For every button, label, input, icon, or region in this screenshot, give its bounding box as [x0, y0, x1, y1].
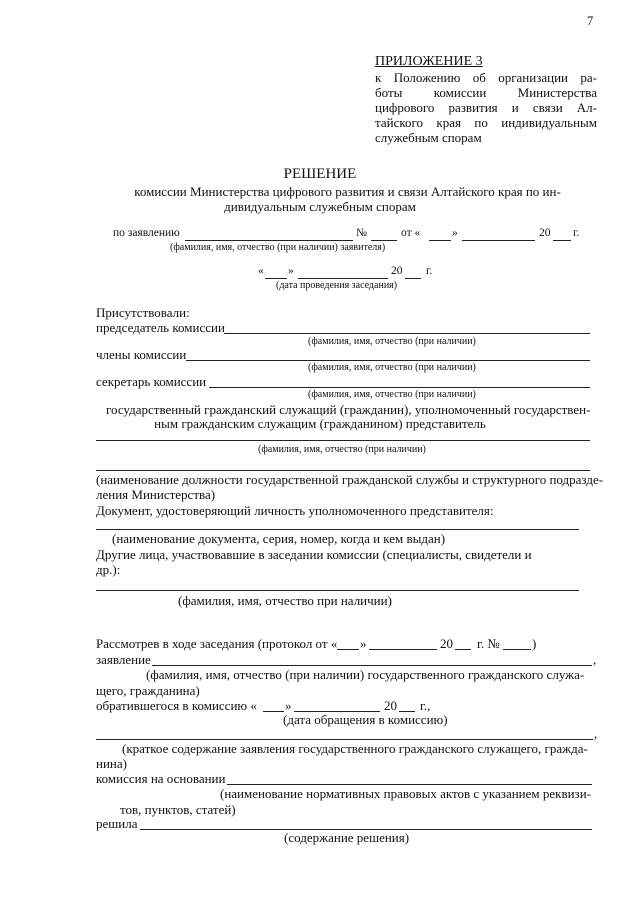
application-from-label: от «: [401, 227, 421, 239]
appendix-line-5: служебным спорам: [375, 130, 482, 145]
appendix-line-1: к Положению об организации ра-: [375, 70, 597, 85]
document-label: Документ, удостоверяющий личность уполномоченного представителя:: [96, 503, 494, 518]
protocol-day-field[interactable]: [337, 649, 359, 650]
members-names-field[interactable]: [186, 360, 590, 361]
chairman-label: председатель комиссии: [96, 320, 225, 335]
application-number-field[interactable]: [371, 240, 397, 241]
appendix-line-3: цифрового развития и связи Ал-: [375, 100, 597, 115]
secretary-name-field[interactable]: [209, 387, 590, 388]
applied-date-caption: (дата обращения в комиссию): [283, 712, 448, 727]
decision-title: РЕШЕНИЕ: [283, 166, 357, 182]
summary-caption-1: (краткое содержание заявления государственного гражданского служащего, гражда-: [122, 741, 588, 756]
servant-position-field[interactable]: [96, 470, 590, 471]
statement-field[interactable]: [152, 665, 592, 666]
meeting-month-field[interactable]: [298, 278, 388, 279]
basis-caption-1: (наименование нормативных правовых актов с указанием реквизи-: [220, 786, 591, 801]
servant-line-1: государственный гражданский служащий (гражданин), уполномоченный государствен-: [106, 402, 591, 417]
appendix-title: ПРИЛОЖЕНИЕ 3: [375, 54, 483, 69]
decision-content-caption: (содержание решения): [284, 830, 410, 845]
applied-year-suffix: г.,: [420, 698, 431, 713]
meeting-year-suffix: г.: [426, 265, 433, 277]
statement-caption-1: (фамилия, имя, отчество (при наличии) государственного гражданского служа-: [146, 667, 585, 682]
statement-label: заявление: [96, 652, 151, 667]
secretary-label: секретарь комиссии: [96, 374, 207, 389]
applicant-caption: (фамилия, имя, отчество (при наличии) заявителя): [170, 242, 386, 253]
others-line-1: Другие лица, участвовавшие в заседании комиссии (специалисты, свидетели и: [96, 547, 532, 562]
applied-quote-close: »: [285, 698, 292, 713]
applied-year-label: 20: [384, 698, 397, 713]
basis-field[interactable]: [227, 784, 592, 785]
meeting-day-field[interactable]: [265, 278, 287, 279]
meeting-date-caption: (дата проведения заседания): [276, 280, 398, 291]
decided-label: решила: [96, 816, 138, 831]
servant-name-field[interactable]: [96, 440, 590, 441]
basis-label: комиссия на основании: [96, 771, 226, 786]
meeting-quote-open: «: [258, 265, 264, 277]
statement-comma: ,: [593, 652, 597, 667]
protocol-month-field[interactable]: [369, 649, 437, 650]
page-number: 7: [587, 14, 594, 28]
others-line-2: др.):: [96, 562, 121, 577]
application-year-field[interactable]: [553, 240, 571, 241]
members-caption: (фамилия, имя, отчество (при наличии): [308, 362, 476, 373]
appendix-line-2: боты комиссии Министерства: [375, 85, 597, 100]
others-caption: (фамилия, имя, отчество при наличии): [178, 593, 392, 608]
document-caption: (наименование документа, серия, номер, когда и кем выдан): [112, 531, 446, 546]
application-day-field[interactable]: [429, 240, 451, 241]
servant-position-caption-1: (наименование должности государственной гражданской службы и структурного подразде-: [96, 472, 604, 487]
document-field[interactable]: [96, 529, 579, 530]
meeting-year-field[interactable]: [405, 278, 421, 279]
decision-subtitle-1: комиссии Министерства цифрового развития и связи Алтайского края по ин-: [134, 184, 561, 199]
meeting-year-label: 20: [391, 265, 403, 277]
applicant-name-field[interactable]: [185, 240, 353, 241]
application-month-field[interactable]: [462, 240, 535, 241]
present-label: Присутствовали:: [96, 305, 190, 320]
application-label: по заявлению: [113, 227, 180, 239]
meeting-quote-close: »: [288, 265, 294, 277]
protocol-quote-close: »: [360, 636, 367, 651]
statement-caption-2: щего, гражданина): [96, 683, 200, 698]
chairman-name-field[interactable]: [224, 333, 590, 334]
applied-label: обратившегося в комиссию «: [96, 698, 257, 713]
protocol-year-label: 20: [440, 636, 453, 651]
summary-field[interactable]: [96, 739, 593, 740]
protocol-number-field[interactable]: [503, 649, 531, 650]
basis-caption-2: тов, пунктов, статей): [120, 802, 236, 817]
appendix-block: [375, 54, 597, 145]
protocol-paren-close: ): [532, 636, 537, 651]
application-quote-close: »: [452, 227, 458, 239]
protocol-year-field[interactable]: [455, 649, 471, 650]
consideration-label: Рассмотрев в ходе заседания (протокол от «: [96, 636, 338, 651]
servant-position-caption-2: ления Министерства): [96, 487, 216, 502]
members-label: члены комиссии: [96, 347, 187, 362]
servant-line-2: ным гражданским служащим (гражданином) представитель: [154, 416, 486, 431]
others-field[interactable]: [96, 590, 579, 591]
servant-name-caption: (фамилия, имя, отчество (при наличии): [258, 444, 426, 455]
protocol-no-label: г. №: [477, 636, 500, 651]
application-year-suffix: г.: [573, 227, 580, 239]
applied-day-field[interactable]: [263, 711, 284, 712]
summary-comma: ,: [594, 726, 598, 741]
appendix-line-4: тайского края по индивидуальным: [375, 115, 597, 130]
secretary-caption: (фамилия, имя, отчество (при наличии): [308, 389, 476, 400]
summary-caption-2: нина): [96, 756, 127, 771]
application-year-label: 20: [539, 227, 551, 239]
decision-subtitle-2: дивидуальным служебным спорам: [224, 199, 416, 214]
chairman-caption: (фамилия, имя, отчество (при наличии): [308, 336, 476, 347]
application-no-label: №: [356, 227, 367, 239]
